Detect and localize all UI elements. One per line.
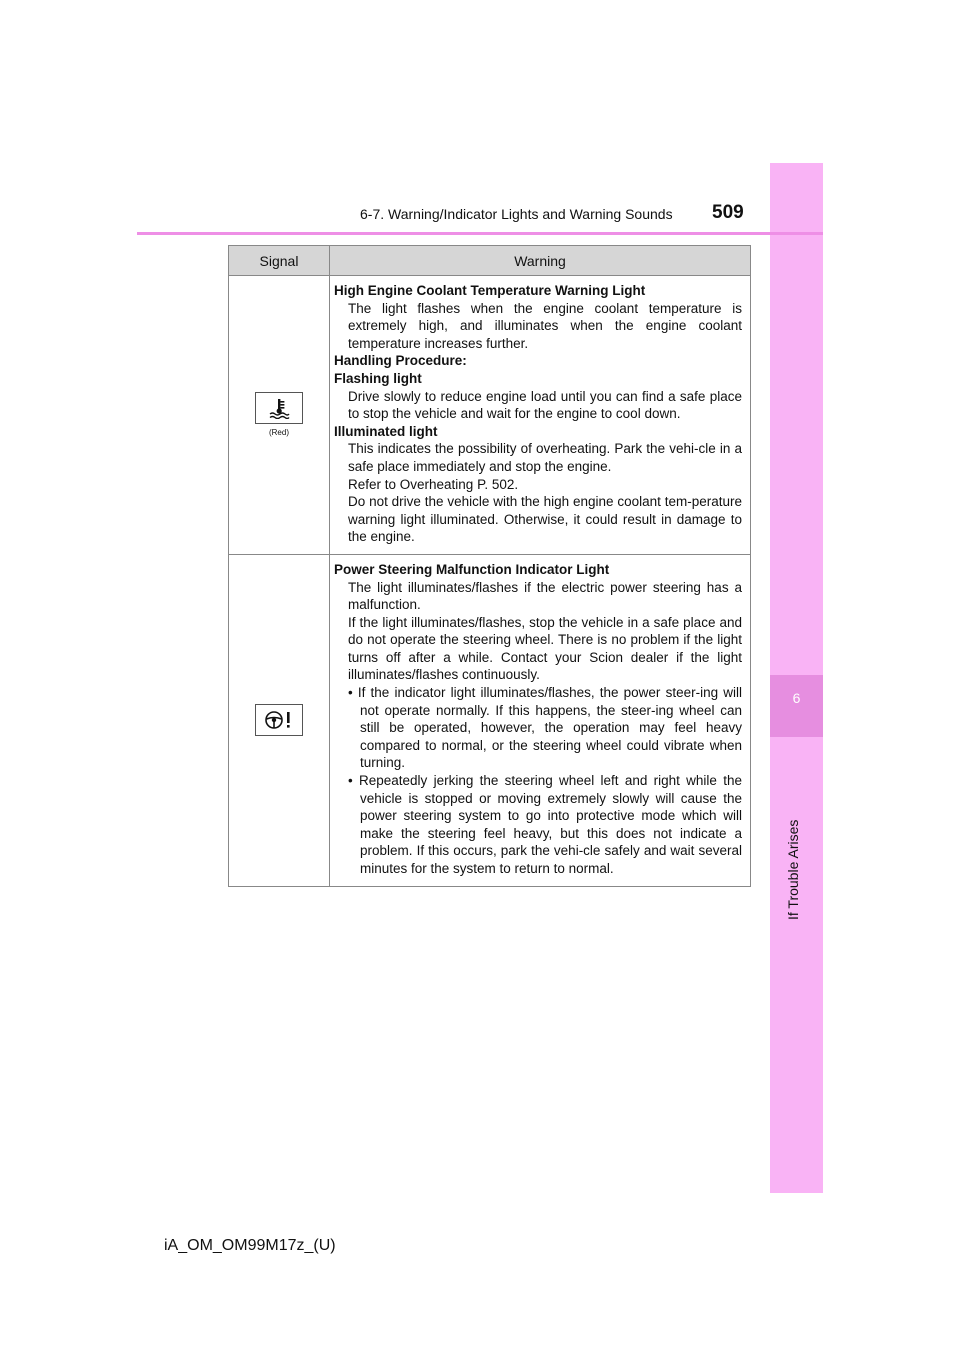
- warning-intro: The light flashes when the engine coolant temperature is extremely high, and illuminates when the engine coolant temperature increases further.: [348, 300, 742, 351]
- coolant-temperature-icon: [255, 392, 303, 424]
- column-header-signal: Signal: [229, 246, 330, 275]
- caution-text: Do not drive the vehicle with the high engine coolant tem-perature warning light illuminated. Otherwise, it could result in damage to the engine.: [348, 494, 742, 545]
- illuminated-text: This indicates the possibility of overheating. Park the vehi-cle in a safe place immediately and stop the engine.: [348, 441, 742, 474]
- flashing-text: Drive slowly to reduce engine load until you can find a safe place to stop the vehicle and wait for the engine to cool down.: [348, 388, 742, 422]
- warning-body: If the light illuminates/flashes, stop the vehicle in a safe place and do not operate the steering wheel. There is no problem if the light turns off after a while. Contact your Scion dealer if the light illuminates/flashes continuously.: [348, 614, 742, 683]
- icon-caption: (Red): [268, 428, 289, 438]
- warning-title: High Engine Coolant Temperature Warning Light: [334, 283, 646, 298]
- table-row: [229, 555, 750, 886]
- document-code: iA_OM_OM99M17z_(U): [164, 1237, 336, 1254]
- signal-cell: [229, 276, 330, 554]
- signal-cell: [229, 555, 330, 886]
- section-title: 6-7. Warning/Indicator Lights and Warning Sounds: [360, 206, 673, 222]
- handling-heading: Handling Procedure:: [334, 353, 467, 369]
- chapter-number-tab: [770, 675, 823, 737]
- illuminated-heading: Illuminated light: [334, 423, 438, 439]
- warning-cell: [330, 276, 750, 554]
- page-number: 509: [712, 202, 744, 223]
- table-row: [229, 276, 750, 555]
- warning-intro: The light illuminates/flashes if the electric power steering has a malfunction.: [348, 579, 742, 613]
- bullet-item: • Repeatedly jerking the steering wheel left and right while the vehicle is stopped or moving extremely slowly will cause the power steering system to go into protective mode which will make the steering feel heavy, but this does not indicate a problem. If this occurs, park the vehi-cle safely and wait several minutes for the system to return to normal.: [348, 773, 742, 876]
- warning-title: Power Steering Malfunction Indicator Light: [334, 561, 610, 577]
- chapter-number: 6: [792, 690, 801, 706]
- column-header-warning: Warning: [514, 252, 566, 269]
- header-rule: [137, 232, 823, 235]
- bullet-item: • If the indicator light illuminates/flashes, the power steer-ing will not operate normally. If this happens, the steer-ing wheel can still be operated, however, the operation may feel heavy compared to normal, or the steering wheel could vibrate when turning.: [348, 685, 742, 771]
- refer-text: Refer to Overheating P. 502.: [348, 476, 519, 492]
- flashing-heading: Flashing light: [334, 370, 422, 386]
- warning-cell: [330, 555, 750, 886]
- warning-lights-table: [228, 245, 751, 887]
- chapter-label: If Trouble Arises: [785, 819, 801, 920]
- table-header: [229, 246, 750, 276]
- power-steering-warning-icon: [255, 704, 303, 736]
